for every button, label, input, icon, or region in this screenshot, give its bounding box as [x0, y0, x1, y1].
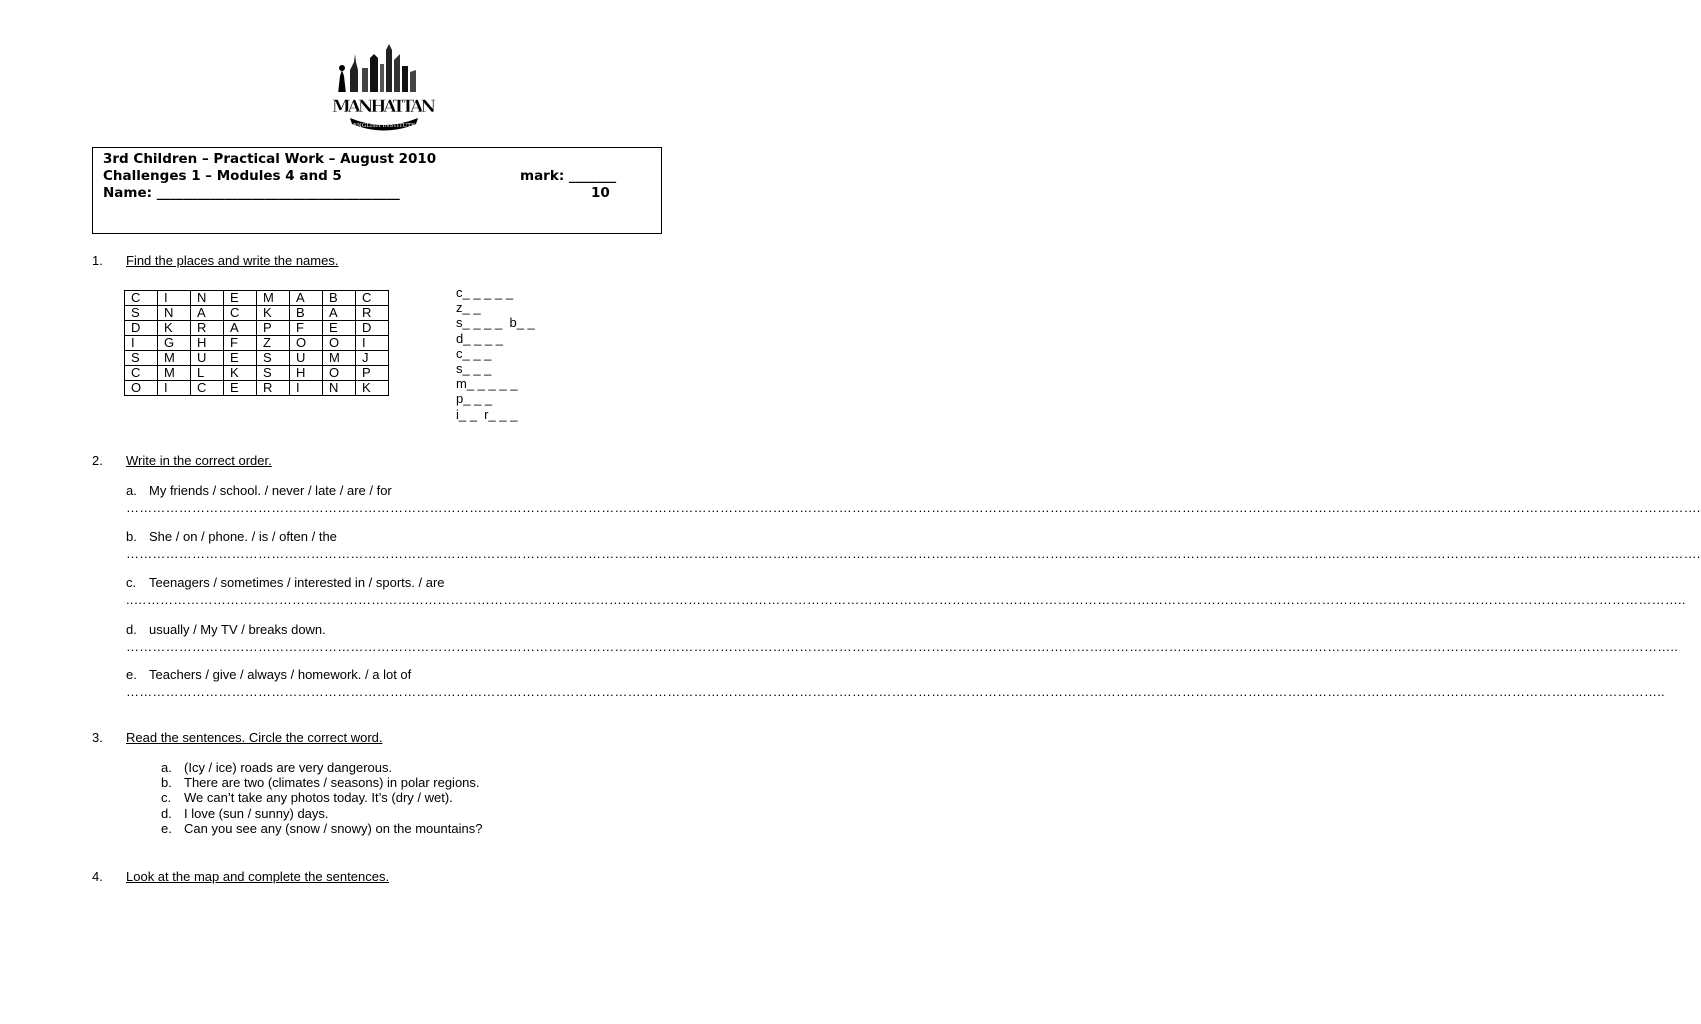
- grid-cell[interactable]: B: [290, 306, 323, 321]
- grid-cell[interactable]: N: [323, 381, 356, 396]
- q3-number: 3.: [92, 730, 103, 745]
- grid-cell[interactable]: K: [257, 306, 290, 321]
- q3-item-label: c.: [161, 790, 172, 806]
- q2-item-e-prompt: Teachers / give / always / homework. / a lot of: [149, 667, 412, 682]
- grid-cell[interactable]: S: [257, 351, 290, 366]
- grid-cell[interactable]: E: [224, 351, 257, 366]
- q3-item-text[interactable]: (Icy / ice) roads are very dangerous.: [184, 760, 393, 775]
- q3-item: [161, 821, 482, 836]
- grid-cell[interactable]: C: [191, 381, 224, 396]
- grid-cell[interactable]: R: [191, 321, 224, 336]
- grid-cell[interactable]: O: [323, 366, 356, 381]
- grid-cell[interactable]: P: [356, 366, 389, 381]
- grid-cell[interactable]: E: [224, 381, 257, 396]
- grid-cell[interactable]: I: [290, 381, 323, 396]
- grid-cell[interactable]: U: [191, 351, 224, 366]
- grid-cell[interactable]: H: [290, 366, 323, 381]
- q3-instruction: Read the sentences. Circle the correct word.: [126, 730, 383, 745]
- grid-cell[interactable]: M: [323, 351, 356, 366]
- q4-instruction: Look at the map and complete the sentences.: [126, 869, 390, 884]
- grid-cell[interactable]: C: [125, 366, 158, 381]
- grid-cell[interactable]: O: [125, 381, 158, 396]
- q2-item-b-label: b.: [126, 529, 137, 544]
- q3-item-label: d.: [161, 805, 172, 821]
- q3-item-text[interactable]: There are two (climates / seasons) in polar regions.: [184, 775, 480, 791]
- grid-cell[interactable]: C: [356, 291, 389, 306]
- grid-cell[interactable]: U: [290, 351, 323, 366]
- name-field[interactable]: Name: ____________________________________: [103, 185, 400, 201]
- grid-cell[interactable]: S: [125, 306, 158, 321]
- grid-cell[interactable]: I: [158, 291, 191, 306]
- grid-cell[interactable]: D: [125, 321, 158, 336]
- grid-row: [125, 321, 389, 336]
- mark-total: 10: [591, 185, 610, 201]
- grid-cell[interactable]: R: [356, 306, 389, 321]
- grid-cell[interactable]: H: [191, 336, 224, 351]
- grid-row: [125, 381, 389, 396]
- grid-row: [125, 291, 389, 306]
- word-search-grid: [124, 290, 389, 396]
- grid-cell[interactable]: I: [356, 336, 389, 351]
- q2-item-e-label: e.: [126, 667, 137, 682]
- q2-item-d-label: d.: [126, 622, 137, 637]
- q2-instruction: Write in the correct order.: [126, 453, 272, 468]
- grid-cell[interactable]: C: [224, 306, 257, 321]
- grid-cell[interactable]: A: [224, 321, 257, 336]
- q2-item-c-label: c.: [126, 575, 137, 590]
- clue-item[interactable]: c_ _ _: [456, 345, 492, 361]
- q1-number: 1.: [92, 253, 103, 268]
- grid-cell[interactable]: K: [158, 321, 191, 336]
- grid-cell[interactable]: A: [323, 306, 356, 321]
- grid-cell[interactable]: E: [224, 291, 257, 306]
- q2-item-d-prompt: usually / My TV / breaks down.: [149, 622, 326, 637]
- grid-row: [125, 366, 389, 381]
- q3-item-label: a.: [161, 760, 172, 775]
- logo-title: MANHATTAN: [332, 97, 436, 117]
- grid-cell[interactable]: E: [323, 321, 356, 336]
- clue-item[interactable]: m_ _ _ _ _: [456, 376, 518, 392]
- grid-cell[interactable]: G: [158, 336, 191, 351]
- header-title: 3rd Children – Practical Work – August 2010: [103, 151, 437, 167]
- q3-item-text[interactable]: I love (sun / sunny) days.: [184, 805, 329, 821]
- grid-cell[interactable]: F: [290, 321, 323, 336]
- grid-cell[interactable]: F: [224, 336, 257, 351]
- grid-cell[interactable]: S: [257, 366, 290, 381]
- q2-item-a-prompt: My friends / school. / never / late / are / for: [149, 483, 392, 498]
- grid-cell[interactable]: O: [290, 336, 323, 351]
- q2-item-c-answer-line[interactable]: ..………………………………………………………………………………………………………………………………………………………………………………………………………………………………………………………………………………………………………………………..: [126, 592, 1686, 607]
- q2-item-c-prompt: Teenagers / sometimes / interested in / sports. / are: [149, 575, 445, 590]
- grid-cell[interactable]: M: [158, 351, 191, 366]
- grid-cell[interactable]: I: [125, 336, 158, 351]
- grid-cell[interactable]: M: [257, 291, 290, 306]
- q3-item-text[interactable]: We can’t take any photos today. It’s (dry / wet).: [184, 790, 453, 806]
- clue-item[interactable]: z_ _: [456, 300, 481, 316]
- q3-item: [161, 775, 482, 790]
- grid-cell[interactable]: J: [356, 351, 389, 366]
- q3-item: [161, 790, 482, 805]
- q3-item: [161, 806, 482, 821]
- clue-item[interactable]: c_ _ _ _ _: [456, 285, 514, 300]
- q2-item-e-answer-line[interactable]: ……………………………………………………………………………………………………………………………………………………………………………………………………………………………………………………………………………………………………………………..: [126, 684, 1665, 699]
- grid-cell[interactable]: A: [191, 306, 224, 321]
- clue-item[interactable]: i_ _ r_ _ _: [456, 406, 518, 422]
- grid-cell[interactable]: K: [356, 381, 389, 396]
- grid-cell[interactable]: R: [257, 381, 290, 396]
- q1-clue-list: [456, 285, 535, 422]
- grid-cell[interactable]: M: [158, 366, 191, 381]
- q2-item-a-label: a.: [126, 483, 137, 498]
- q2-number: 2.: [92, 453, 103, 468]
- grid-cell[interactable]: P: [257, 321, 290, 336]
- q4-number: 4.: [92, 869, 103, 884]
- clue-item[interactable]: d_ _ _ _: [456, 330, 503, 346]
- manhattan-logo: [328, 40, 440, 132]
- q3-item-text[interactable]: Can you see any (snow / snowy) on the mountains?: [184, 820, 483, 836]
- grid-row: [125, 351, 389, 366]
- grid-cell[interactable]: L: [191, 366, 224, 381]
- q1-instruction: Find the places and write the names.: [126, 253, 339, 268]
- grid-cell[interactable]: K: [224, 366, 257, 381]
- grid-cell[interactable]: B: [323, 291, 356, 306]
- grid-cell[interactable]: S: [125, 351, 158, 366]
- q3-item-label: e.: [161, 820, 172, 836]
- grid-cell[interactable]: A: [290, 291, 323, 306]
- grid-row: [125, 306, 389, 321]
- grid-cell[interactable]: I: [158, 381, 191, 396]
- clue-item[interactable]: p_ _ _: [456, 391, 493, 407]
- logo-subtitle: ENGLISH INSTITUTE: [353, 123, 415, 129]
- grid-row: [125, 336, 389, 351]
- mark-field[interactable]: mark: _______: [520, 168, 617, 184]
- grid-cell[interactable]: O: [323, 336, 356, 351]
- grid-cell[interactable]: N: [191, 291, 224, 306]
- grid-cell[interactable]: C: [125, 291, 158, 306]
- header-subtitle: Challenges 1 – Modules 4 and 5: [103, 168, 342, 184]
- q2-item-d-answer-line[interactable]: ………………………………………………………………………………………………………………………………………………………………………………………………………………………………………………………………………………………………………………………..: [126, 639, 1679, 654]
- grid-cell[interactable]: D: [356, 321, 389, 336]
- clue-item[interactable]: s_ _ _: [456, 361, 492, 377]
- q3-item: [161, 760, 482, 775]
- q3-item-label: b.: [161, 775, 172, 791]
- grid-cell[interactable]: N: [158, 306, 191, 321]
- q2-item-b-prompt: She / on / phone. / is / often / the: [149, 529, 337, 544]
- q3-item-list: [161, 760, 482, 836]
- clue-item[interactable]: s_ _ _ _ b_ _: [456, 315, 535, 331]
- q2-item-a-answer-line[interactable]: …………………………………………………………………………………………………………………………………………………………………………………………………………………………………………………………………………………………………………………………….: [126, 500, 1701, 515]
- q2-item-b-answer-line[interactable]: …………………………………………………………………………………………………………………………………………………………………………………………………………………………………………………………………………………………………………………………….: [126, 546, 1701, 561]
- grid-cell[interactable]: Z: [257, 336, 290, 351]
